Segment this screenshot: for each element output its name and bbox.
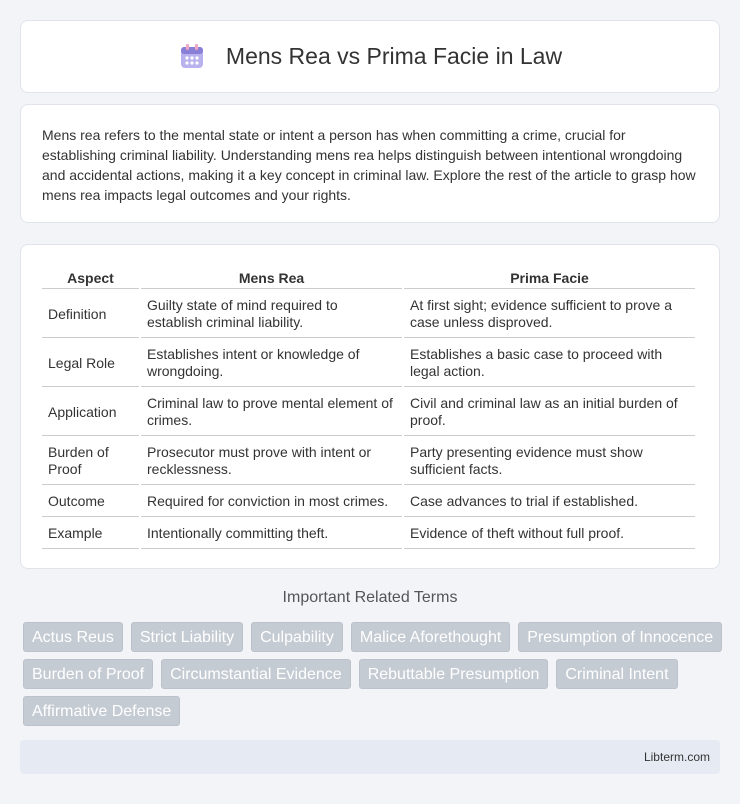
- cell-prima-facie: Party presenting evidence must show sufficient facts.: [404, 438, 695, 485]
- header-prima-facie: Prima Facie: [404, 265, 695, 289]
- related-term-tag[interactable]: Presumption of Innocence: [518, 622, 722, 652]
- cell-aspect: Legal Role: [42, 340, 139, 387]
- table-row: [42, 519, 695, 549]
- related-term-tag[interactable]: Burden of Proof: [23, 659, 153, 689]
- related-term-tag[interactable]: Affirmative Defense: [23, 696, 180, 726]
- related-term-tag[interactable]: Malice Aforethought: [351, 622, 510, 652]
- footer: [20, 740, 720, 774]
- cell-aspect: Outcome: [42, 487, 139, 517]
- title-card: [20, 20, 720, 93]
- table-row: [42, 291, 695, 338]
- header-mens-rea: Mens Rea: [141, 265, 402, 289]
- related-term-tag[interactable]: Actus Reus: [23, 622, 123, 652]
- cell-aspect: Burden of Proof: [42, 438, 139, 485]
- cell-aspect: Application: [42, 389, 139, 436]
- intro-card: [20, 104, 720, 223]
- related-term-tag[interactable]: Circumstantial Evidence: [161, 659, 351, 689]
- cell-mens-rea: Required for conviction in most crimes.: [141, 487, 402, 517]
- intro-text: Mens rea refers to the mental state or intent a person has when committing a crime, crucial for establishing criminal liability. Understanding mens rea helps distinguish between intentional wrongdoing and accidental actions, making it a key concept in criminal law. Explore the rest of the article to grasp how mens rea impacts legal outcomes and your rights.: [42, 127, 696, 203]
- related-term-tag[interactable]: Culpability: [251, 622, 343, 652]
- related-term-tag[interactable]: Strict Liability: [131, 622, 243, 652]
- cell-prima-facie: Civil and criminal law as an initial burden of proof.: [404, 389, 695, 436]
- table-row: [42, 487, 695, 517]
- table-header-row: [42, 265, 695, 289]
- cell-prima-facie: Establishes a basic case to proceed with legal action.: [404, 340, 695, 387]
- cell-mens-rea: Guilty state of mind required to establish criminal liability.: [141, 291, 402, 338]
- cell-mens-rea: Criminal law to prove mental element of crimes.: [141, 389, 402, 436]
- related-term-tag[interactable]: Rebuttable Presumption: [359, 659, 549, 689]
- cell-mens-rea: Intentionally committing theft.: [141, 519, 402, 549]
- related-term-tag[interactable]: Criminal Intent: [556, 659, 677, 689]
- table-row: [42, 438, 695, 485]
- calendar-icon: [178, 43, 206, 71]
- page-title: Mens Rea vs Prima Facie in Law: [225, 43, 563, 69]
- cell-prima-facie: Case advances to trial if established.: [404, 487, 695, 517]
- comparison-table: [40, 263, 697, 551]
- table-row: [42, 340, 695, 387]
- comparison-table-card: [20, 244, 720, 569]
- footer-site-link[interactable]: Libterm.com: [643, 750, 710, 764]
- cell-aspect: Example: [42, 519, 139, 549]
- related-terms-title: Important Related Terms: [282, 589, 458, 606]
- cell-prima-facie: Evidence of theft without full proof.: [404, 519, 695, 549]
- header-aspect: Aspect: [42, 265, 139, 289]
- cell-mens-rea: Prosecutor must prove with intent or recklessness.: [141, 438, 402, 485]
- table-row: [42, 389, 695, 436]
- cell-mens-rea: Establishes intent or knowledge of wrongdoing.: [141, 340, 402, 387]
- related-terms-list: [23, 622, 723, 726]
- cell-aspect: Definition: [42, 291, 139, 338]
- cell-prima-facie: At first sight; evidence sufficient to prove a case unless disproved.: [404, 291, 695, 338]
